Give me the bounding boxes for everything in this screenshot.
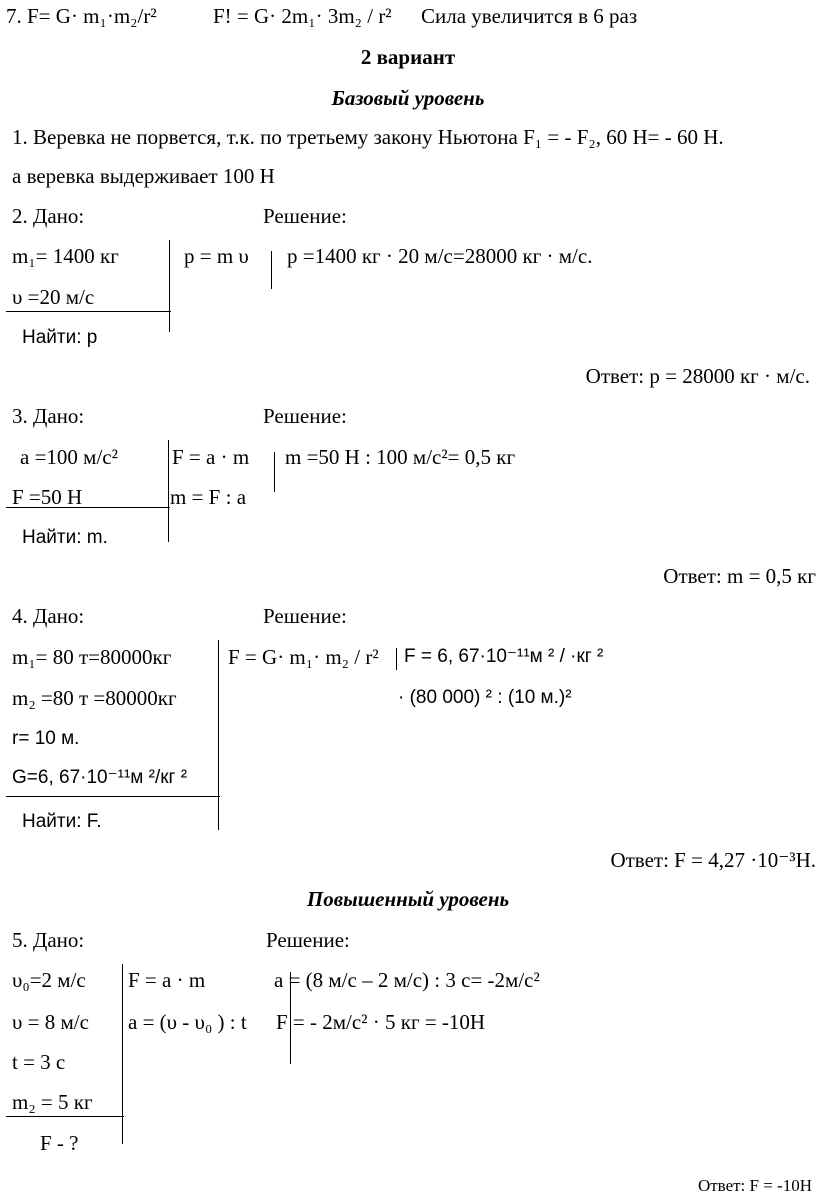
task2-divider-vertical [169,240,170,332]
task5-given-t: t = 3 с [12,1050,66,1074]
task4-given-r: r= 10 м. [12,728,80,749]
task2-given-label: 2. Дано: [12,204,85,228]
task4-solution-label: Решение: [263,604,347,628]
task5-divider-vertical [122,964,123,1144]
task5-calculation-2: F = - 2м/с² · 5 кг = -10Н [276,1010,486,1034]
task5-given-label: 5. Дано: [12,928,85,952]
task4-calculation-2: · (80 000) ² : (10 м.)² [398,687,572,708]
task2-given-mass: m₁= 1400 кг [12,244,119,268]
task2-formula: p = m υ [184,244,249,268]
task4-divider-horizontal [6,796,220,797]
task3-answer: Ответ: m = 0,5 кг [663,564,816,588]
task4-given-G: G=6, 67·10⁻¹¹м ²/кг ² [12,767,188,788]
task5-given-v0: υ₀=2 м/с [12,968,86,992]
task3-divider-horizontal [6,507,170,508]
task4-divider-vertical [218,640,219,830]
task5-find: F - ? [40,1131,79,1155]
line7-conclusion: Сила увеличится в 6 раз [421,4,638,28]
task2-answer: Ответ: p = 28000 кг · м/с. [585,364,810,388]
task2-calculation: p =1400 кг · 20 м/с=28000 кг · м/с. [287,244,593,268]
task3-solution-label: Решение: [263,404,347,428]
task5-solution-label: Решение: [266,928,350,952]
task4-find: Найти: F. [22,811,102,832]
task3-given-label: 3. Дано: [12,404,85,428]
task4-given-label: 4. Дано: [12,604,85,628]
task5-formula-1: F = a · m [128,968,206,992]
task5-formula-2: a = (υ - υ₀ ) : t [128,1010,247,1034]
task2-solution-divider [271,251,272,289]
task3-given-force: F =50 Н [12,485,83,509]
task2-find: Найти: p [22,327,98,348]
task3-calculation: m =50 Н : 100 м/с²= 0,5 кг [285,445,516,469]
task4-solution-divider [396,648,397,670]
task5-answer: Ответ: F = -10Н [697,1176,812,1195]
task3-find: Найти: m. [22,527,108,548]
variant-title: 2 вариант [360,45,456,69]
task4-given-m1: m₁= 80 т=80000кг [12,645,172,669]
task1-line2: а веревка выдерживает 100 Н [12,164,275,188]
line7-formula-a: 7. F= G· m₁·m₂/r² [6,4,157,28]
advanced-level-heading: Повышенный уровень [306,887,510,911]
task4-given-m2: m₂ =80 т =80000кг [12,686,177,710]
task3-given-acceleration: a =100 м/с² [20,445,118,469]
task2-solution-label: Решение: [263,204,347,228]
task4-formula: F = G· m₁· m₂ / r² [228,645,379,669]
task3-formula-1: F = a · m [172,445,250,469]
task5-solution-divider [290,972,291,1064]
task4-calculation-1: F = 6, 67·10⁻¹¹м ² / ·кг ² [404,646,604,667]
task5-given-m: m₂ = 5 кг [12,1090,93,1114]
task2-given-velocity: υ =20 м/с [12,285,95,309]
task3-solution-divider [274,452,275,492]
task5-divider-horizontal [6,1116,124,1117]
task4-answer: Ответ: F = 4,27 ·10⁻³Н. [610,848,816,872]
task3-formula-2: m = F : a [170,485,247,509]
task3-divider-vertical [168,440,169,542]
task5-given-v: υ = 8 м/с [12,1010,89,1034]
line7-formula-b: F! = G· 2m₁· 3m₂ / r² [213,4,392,28]
task2-divider-horizontal [6,311,171,312]
basic-level-heading: Базовый уровень [331,86,485,110]
task5-calculation-1: a = (8 м/с – 2 м/с) : 3 с= -2м/с² [274,968,540,992]
task1-line1: 1. Веревка не порвется, т.к. по третьему закону Ньютона F₁ = - F₂, 60 Н= - 60 Н. [12,125,724,149]
